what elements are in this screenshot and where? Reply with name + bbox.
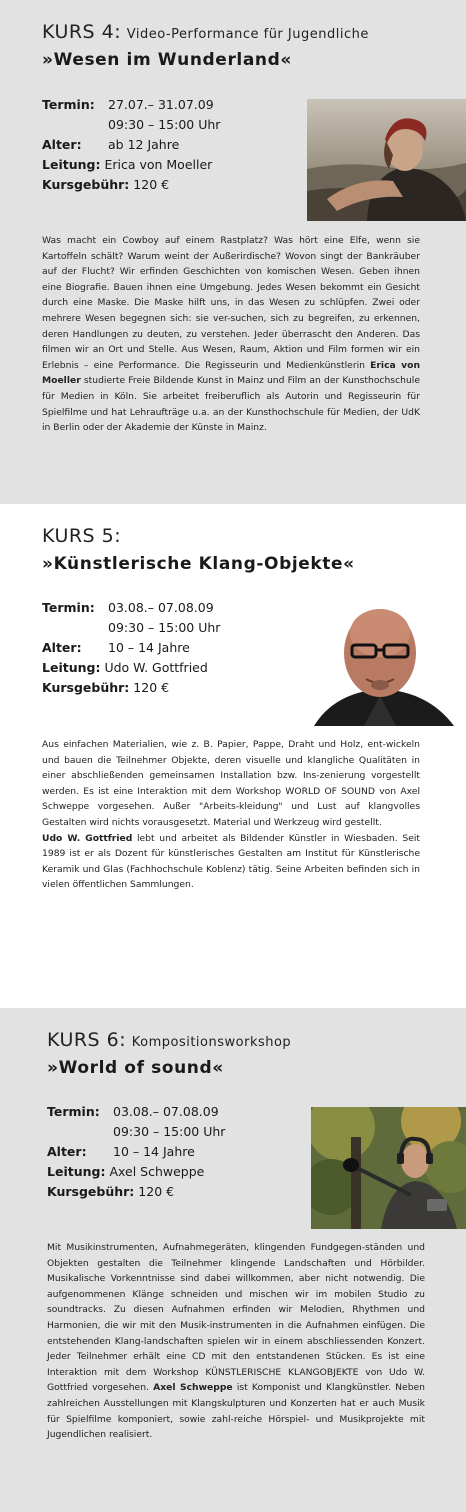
course-info [42, 598, 220, 698]
description-text: Was macht ein Cowboy auf einem Rastplatz? Was hört eine Elfe, wenn sie Kartoffeln schält? Warum weint der Außerirdische? Wovon singt der Bankräuber auf der Flucht? Wir erfinden Geschichten von komischen Wesen. Geben ihnen eine Biografie. Bauen ihnen eine Umgebung. Jedes Wesen bekommt ein Gesicht durch eine Maske. Die Maske hilft uns, in das Wesen zu schlüpfen. Zwei oder mehrere Wesen begegnen sich: sie ver-suchen, sich zu begreifen, zu erkennen, deren Handlungen zu deuten, zu verstehen. Jeder überrascht den Anderen. Das filmen wir an Ort und Stelle. Aus Wesen, Raum, Aktion und Film formen wir ein Erlebnis – eine Performance. Die Regisseurin und Medienkünstlerin [42, 235, 420, 371]
instructor-name-bold: Axel Schweppe [153, 1382, 233, 1394]
instructor-name-bold: Erica von Moeller [42, 359, 420, 387]
course-title: »Künstlerische Klang-Objekte« [42, 554, 355, 574]
leitung-value: Erica von Moeller [104, 157, 213, 172]
course-info [47, 1102, 225, 1202]
fee-label: Kursgebühr: [42, 680, 130, 695]
course-subtitle: Kompositionsworkshop [131, 1035, 292, 1050]
fee-value: 120 € [138, 1184, 175, 1199]
instructor-name-bold: Udo W. Gottfried [42, 832, 133, 844]
course-section-5 [0, 504, 466, 1008]
course-info [42, 95, 220, 195]
course-description [42, 737, 420, 893]
description-text: Mit Musikinstrumenten, Aufnahmegeräten, klingenden Fundgegen-ständen und Objekten gestalten die Teilnehmer klingende Landschaften und Hörbilder. Musikalische Vorkenntnisse sind dabei willkommen, aber nicht notwendig. Die aufgenommenen Klänge schneiden und mischen wir im mobilen Studio zu soundtracks. Zu diesen Aufnahmen erfinden wir Melodien, Rhythmen und Harmonien, die wir mit den Musik-instrumenten in die Aufnahmen einfügen. Die entstehenden Klang-landschaften spielen wir in einem abschliessenden Konzert. Jeder Teilnehmer erhält eine CD mit den entstandenen Stücken. Es ist eine Interaktion mit dem Workshop KÜNSTLERISCHE KLANGOBJEKTE von Udo W. Gottfried vorgesehen. [47, 1242, 425, 1394]
instructor-photo [307, 99, 466, 221]
course-heading [42, 21, 369, 43]
course-section-6 [0, 1008, 466, 1512]
description-text: Aus einfachen Materialien, wie z. B. Papier, Pappe, Draht und Holz, ent-wickeln und bauen die Teilnehmer Objekte, deren visuelle und klangliche Qualitäten in einer abschließenden gemeinsamen Installation bzw. Ins-zenierung vorgestellt werden. Es ist eine Interaktion mit dem Workshop WORLD OF SOUND von Axel Schweppe vorgesehen. Außer "Arbeits-kleidung" und Lust auf klangvolles Gestalten wird nichts vorausgesetzt. Material und Werkzeug wird gestellt. [42, 739, 420, 828]
fee-value: 120 € [133, 177, 170, 192]
course-title: »Wesen im Wunderland« [42, 50, 292, 70]
alter-value: 10 – 14 Jahre [113, 1144, 195, 1159]
alter-label: Alter: [42, 640, 82, 655]
course-subtitle: Video-Performance für Jugendliche [126, 27, 369, 42]
termin-time: 09:30 – 15:00 Uhr [108, 117, 221, 132]
termin-time: 09:30 – 15:00 Uhr [108, 620, 221, 635]
termin-label: Termin: [47, 1104, 100, 1119]
course-number: KURS 6: [47, 1029, 127, 1051]
course-title: »World of sound« [47, 1058, 224, 1078]
instructor-photo [311, 1107, 466, 1229]
description-text-2: studierte Freie Bildende Kunst in Mainz und Film an der Kunsthochschule für Medien in Köln. Sie arbeitet freiberuflich als Autorin und Regisseurin für Spielfilme und hat Lehraufträge u.a. an der Kunsthochschule für Medien, der UdK in Berlin oder der Akademie der Künste in Mainz. [42, 375, 420, 434]
alter-value: 10 – 14 Jahre [108, 640, 190, 655]
alter-label: Alter: [47, 1144, 87, 1159]
instructor-photo [294, 601, 466, 726]
termin-label: Termin: [42, 97, 95, 112]
course-heading [42, 525, 121, 547]
leitung-label: Leitung: [42, 660, 101, 675]
course-number: KURS 4: [42, 21, 122, 43]
termin-time: 09:30 – 15:00 Uhr [113, 1124, 226, 1139]
fee-value: 120 € [133, 680, 170, 695]
course-description [42, 233, 420, 436]
course-number: KURS 5: [42, 525, 122, 547]
termin-dates: 03.08.– 07.08.09 [113, 1104, 219, 1119]
leitung-value: Udo W. Gottfried [104, 660, 208, 675]
course-section-4 [0, 0, 466, 504]
course-heading [47, 1029, 291, 1051]
leitung-value: Axel Schweppe [109, 1164, 205, 1179]
description-text-2: ist Komponist und Klangkünstler. Neben zahlreichen Ausstellungen mit Klangskulpturen und Konzerten hat er auch Musik für Spielfilme komponiert, sowie zahl-reiche Hörspiel- und Musikprojekte mit Jugendlichen realisiert. [47, 1382, 426, 1441]
description-text-2: lebt und arbeitet als Bildender Künstler in Wiesbaden. Seit 1989 ist er als Dozent für künstlerisches Gestalten am Institut für Künstlerische Keramik und Glas (Fachhochschule Koblenz) tätig. Seine Arbeiten befinden sich in vielen öffentlichen Sammlungen. [42, 832, 420, 891]
alter-label: Alter: [42, 137, 82, 152]
alter-value: ab 12 Jahre [108, 137, 180, 152]
termin-dates: 03.08.– 07.08.09 [108, 600, 214, 615]
leitung-label: Leitung: [47, 1164, 106, 1179]
leitung-label: Leitung: [42, 157, 101, 172]
fee-label: Kursgebühr: [42, 177, 130, 192]
course-description [47, 1240, 425, 1443]
fee-label: Kursgebühr: [47, 1184, 135, 1199]
termin-dates: 27.07.– 31.07.09 [108, 97, 214, 112]
termin-label: Termin: [42, 600, 95, 615]
